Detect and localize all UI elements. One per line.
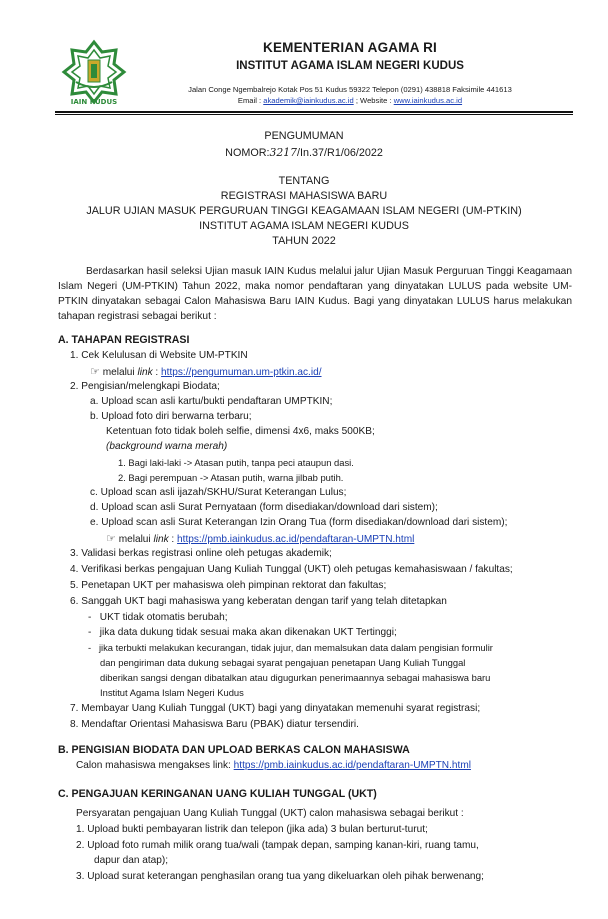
intro-paragraph: Berdasarkan hasil seleksi Ujian masuk IAIN Kudus melalui jalur Ujian Masuk Perguruan Tinggi Keagamaan Islam Negeri (UM-PTKIN) Tahun 2022, maka nomor pendaftaran yang dinyatakan LULUS pada website UM-PTKIN dinyatakan sebagai Calon Mahasiswa Baru IAIN Kudus. Bagi yang dinyatakan LULUS harus melakukan tahapan registrasi sebagai berikut : [58,266,572,322]
a-item-6-bullet-2: - jika data dukung tidak sesuai maka akan dikenakan UKT Tertinggi; [88,627,397,638]
pointing-hand-icon: ☞ [90,366,100,378]
email-label: Email : [237,96,262,105]
address-line: Jalan Conge Ngembalrejo Kotak Pos 51 Kudus 59322 Telepon (0291) 438818 Faksimile 441613 [188,85,512,94]
a-item-2e-link-line [106,532,414,545]
nomor-prefix: NOMOR: [225,147,270,159]
section-c-intro: Persyaratan pengajuan Uang Kuliah Tunggal (UKT) calon mahasiswa sebagai berikut : [76,808,464,819]
a-item-3: 3. Validasi berkas registrasi online oleh petugas akademik; [70,548,332,559]
website-label: ; Website : [355,96,392,105]
contact-line [130,95,570,106]
pengumuman-link[interactable]: https://pengumuman.um-ptkin.ac.id/ [161,367,322,378]
subject-line-4: TAHUN 2022 [272,235,336,247]
link-word: link [153,534,169,545]
section-b-label: Calon mahasiswa mengakses link: [76,760,234,771]
a-item-1: 1. Cek Kelulusan di Website UM-PTKIN [70,350,248,361]
header-divider-thick [55,111,573,113]
section-b-heading: B. PENGISIAN BIODATA DAN UPLOAD BERKAS CALON MAHASISWA [58,744,410,756]
a-item-6-bullet-3-line-3: diberikan sangsi dengan dibatalkan atau digugurkan penerimaannya sebagai mahasiswa baru [100,672,491,683]
a-item-2b-2: 2. Bagi perempuan -> Atasan putih, warna jilbab putih. [118,472,344,483]
email-link[interactable]: akademik@iainkudus.ac.id [263,96,354,105]
a-item-6-bullet-1: - UKT tidak otomatis berubah; [88,612,228,623]
a-item-2b-1: 1. Bagi laki-laki -> Atasan putih, tanpa peci ataupun dasi. [118,457,354,468]
a-item-2b-background: (background warna merah) [106,441,228,452]
colon: : [168,534,178,545]
tentang-label: TENTANG [278,175,330,187]
c-item-2: 2. Upload foto rumah milik orang tua/wali (tampak depan, samping kanan-kiri, ruang tamu, [76,840,479,851]
section-b-text [76,760,471,771]
a-item-8: 8. Mendaftar Orientasi Mahasiswa Baru (PBAK) diatur tersendiri. [70,719,359,730]
pointing-hand-icon: ☞ [106,533,116,545]
a-item-2e: e. Upload scan asli Surat Keterangan Izin Orang Tua (form disediakan/download dari sistem); [90,517,508,528]
a-item-2a: a. Upload scan asli kartu/bukti pendaftaran UMPTKIN; [90,396,333,407]
via-label: melalui [118,534,154,545]
link-word: link [137,367,153,378]
a-item-1-link-line [90,365,322,378]
nomor-handwritten: 3217 [269,146,298,159]
a-item-4: 4. Verifikasi berkas pengajuan Uang Kuliah Tunggal (UKT) oleh petugas kemahasiswaan / fakultas; [70,564,513,575]
iain-kudus-logo [60,38,128,106]
a-item-6-bullet-3-line-2: dan pengiriman data dukung sebagai syarat pengajuan penetapan Uang Kuliah Tunggal [100,657,466,668]
a-item-2d: d. Upload scan asli Surat Pernyataan (form disediakan/download dari sistem); [90,502,438,513]
c-item-3: 3. Upload surat keterangan penghasilan orang tua yang dikeluarkan oleh pihak berwenang; [76,871,484,882]
a-item-6: 6. Sanggah UKT bagi mahasiswa yang keberatan dengan tarif yang telah ditetapkan [70,596,447,607]
a-item-2: 2. Pengisian/melengkapi Biodata; [70,381,220,392]
ministry-title: KEMENTERIAN AGAMA RI [263,40,437,55]
nomor-suffix: /In.37/R1/06/2022 [297,147,383,159]
announcement-number [40,146,568,159]
announcement-title: PENGUMUMAN [264,130,344,142]
a-item-2b-note: Ketentuan foto tidak boleh selfie, dimensi 4x6, maks 500KB; [106,426,375,437]
c-item-2-line-2: dapur dan atap); [94,855,169,866]
section-a-heading: A. TAHAPAN REGISTRASI [58,334,190,346]
subject-line-1: REGISTRASI MAHASISWA BARU [220,190,388,202]
colon: : [152,367,162,378]
a-item-5: 5. Penetapan UKT per mahasiswa oleh pimpinan rektorat dan fakultas; [70,580,387,591]
subject-line-3: INSTITUT AGAMA ISLAM NEGERI KUDUS [199,220,409,232]
via-label: melalui [102,367,138,378]
subject-line-2: JALUR UJIAN MASUK PERGURUAN TINGGI KEAGAMAAN ISLAM NEGERI (UM-PTKIN) [86,205,522,217]
pmb-registration-link[interactable]: https://pmb.iainkudus.ac.id/pendaftaran-UMPTN.html [177,534,415,545]
section-c-heading: C. PENGAJUAN KERINGANAN UANG KULIAH TUNGGAL (UKT) [58,788,377,800]
a-item-2c: c. Upload scan asli ijazah/SKHU/Surat Keterangan Lulus; [90,487,347,498]
website-link[interactable]: www.iainkudus.ac.id [393,96,463,105]
header-divider-thin [55,114,573,115]
logo-text: IAIN KUDUS [70,98,118,106]
header-address-block [130,84,570,106]
a-item-6-bullet-3: - jika terbukti melakukan kecurangan, tidak jujur, dan memalsukan data dalam pengisian formulir [88,642,493,653]
c-item-1: 1. Upload bukti pembayaran listrik dan telepon (jika ada) 3 bulan berturut-turut; [76,824,428,835]
section-b-link[interactable]: https://pmb.iainkudus.ac.id/pendaftaran-UMPTN.html [233,760,471,771]
a-item-6-bullet-3-line-4: Institut Agama Islam Negeri Kudus [100,687,244,698]
institute-title: INSTITUT AGAMA ISLAM NEGERI KUDUS [236,60,464,72]
a-item-2b: b. Upload foto diri berwarna terbaru; [90,411,252,422]
a-item-7: 7. Membayar Uang Kuliah Tunggal (UKT) bagi yang dinyatakan memenuhi syarat registrasi; [70,703,481,714]
